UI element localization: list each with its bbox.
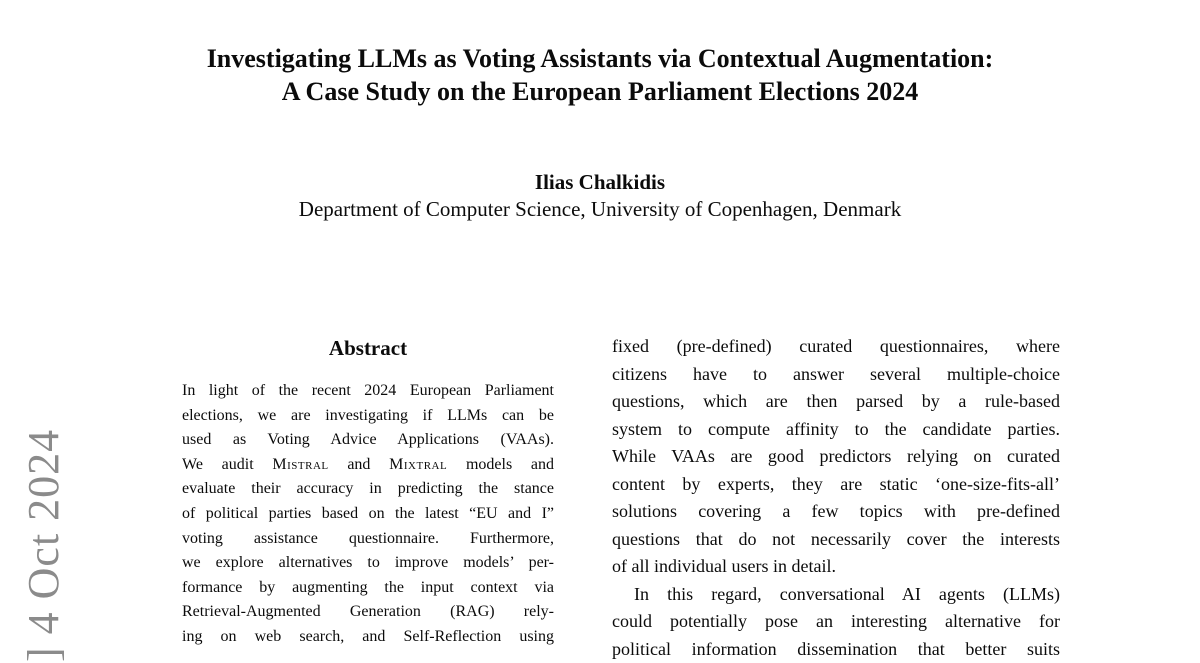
text-line: voting assistance questionnaire. Furthermore, (182, 527, 554, 552)
paper-title (0, 42, 1200, 108)
text-line: We audit Mistral and Mixtral models and (182, 453, 554, 478)
text-line: we explore alternatives to improve models’ per- (182, 551, 554, 576)
text-line: fixed (pre-defined) curated questionnaires, where (612, 333, 1060, 361)
text-line: elections, we are investigating if LLMs can be (182, 404, 554, 429)
text-line: of all individual users in detail. (612, 553, 1060, 581)
text-line: questions, which are then parsed by a rule-based (612, 388, 1060, 416)
text-line: Retrieval-Augmented Generation (RAG) rely- (182, 600, 554, 625)
text-line: While VAAs are good predictors relying on curated (612, 443, 1060, 471)
arxiv-date-watermark: ] 4 Oct 2024 (18, 429, 69, 662)
text-line: ing on web search, and Self-Reflection using (182, 625, 554, 650)
text-line: system to compute affinity to the candidate parties. (612, 416, 1060, 444)
text-line: In this regard, conversational AI agents (LLMs) (612, 581, 1060, 609)
text-line: solutions covering a few topics with pre-defined (612, 498, 1060, 526)
paper-title-line2: A Case Study on the European Parliament Elections 2024 (0, 75, 1200, 108)
abstract-heading: Abstract (182, 336, 554, 361)
text-line: content by experts, they are static ‘one-size-fits-all’ (612, 471, 1060, 499)
author-name: Ilias Chalkidis (0, 169, 1200, 196)
text-line: citizens have to answer several multiple-choice (612, 361, 1060, 389)
body-column-right (612, 333, 1060, 663)
text-line: questions that do not necessarily cover the interests (612, 526, 1060, 554)
author-block (0, 169, 1200, 223)
paper-title-line1: Investigating LLMs as Voting Assistants via Contextual Augmentation: (0, 42, 1200, 75)
text-line: could potentially pose an interesting alternative for (612, 608, 1060, 636)
text-line: of political parties based on the latest “EU and I” (182, 502, 554, 527)
text-line: political information dissemination that better suits (612, 636, 1060, 663)
abstract-text (182, 379, 554, 650)
text-line: formance by augmenting the input context via (182, 576, 554, 601)
text-line: used as Voting Advice Applications (VAAs). (182, 428, 554, 453)
text-line: evaluate their accuracy in predicting the stance (182, 477, 554, 502)
author-affiliation: Department of Computer Science, University of Copenhagen, Denmark (0, 196, 1200, 223)
text-line: In light of the recent 2024 European Parliament (182, 379, 554, 404)
